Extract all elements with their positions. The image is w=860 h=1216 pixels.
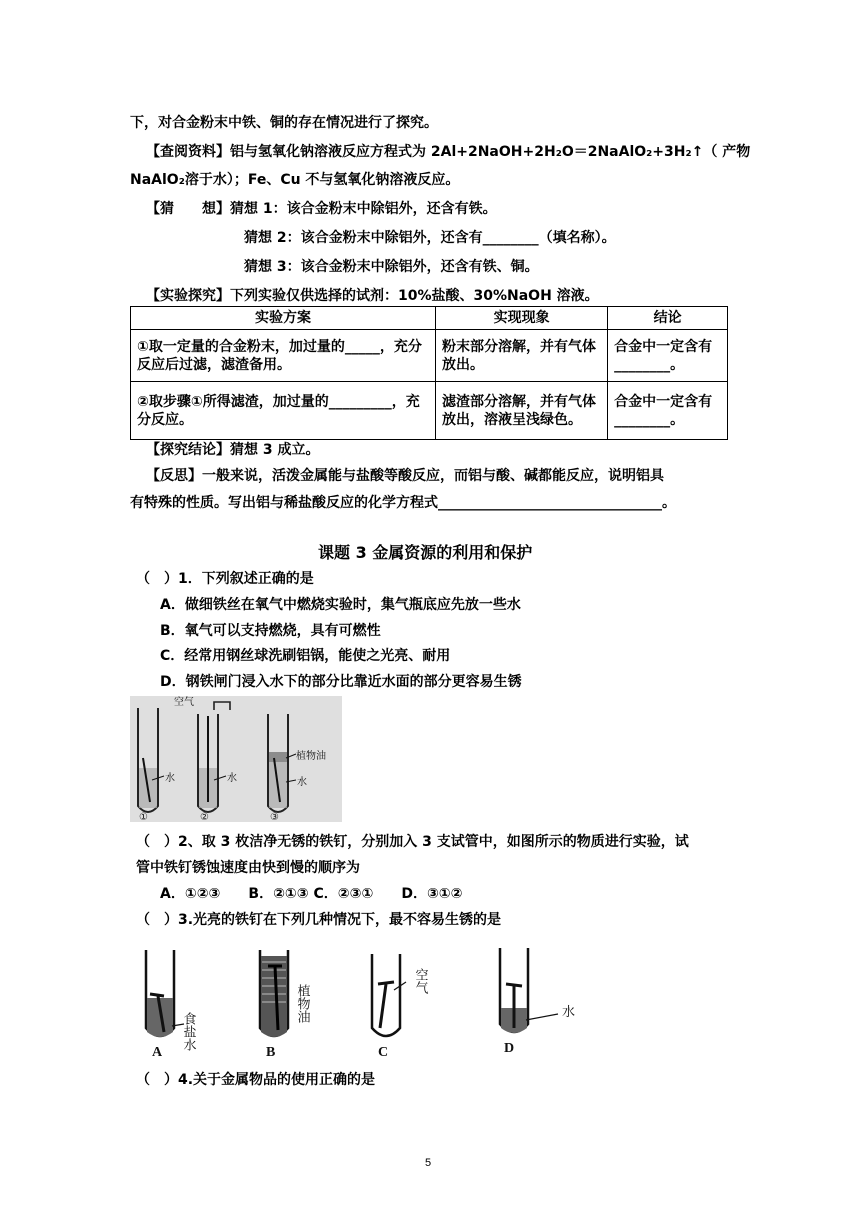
question-1-option-d: D．钢铁闸门浸入水下的部分比靠近水面的部分更容易生锈 [160,674,522,690]
question-1-option-b: B．氧气可以支持燃烧，具有可燃性 [160,623,381,639]
tube-c-label: C [378,1045,389,1060]
air-label-c: 空气 [412,968,428,994]
oil-label: 植物油 [296,751,326,762]
question-3-stem: （ ）3.光亮的铁钉在下列几种情况下，最不容易生锈的是 [136,912,502,928]
text-line-1: 下，对合金粉末中铁、铜的存在情况进行了探究。 [130,115,438,131]
question-1-option-a: A．做细铁丝在氧气中燃烧实验时，集气瓶底应先放一些水 [160,597,521,613]
figure-test-tubes-1 [130,696,342,822]
air-label: 空气 [174,697,194,708]
tube-c [372,954,428,1060]
table-cell-plan: ①取一定量的合金粉末，加过量的_____，充分反应后过滤，滤渣备用。 [131,330,436,382]
inquiry-conclusion: 【探究结论】猜想 3 成立。 [146,442,320,458]
table-cell-conclusion: 合金中一定含有________。 [608,382,728,440]
text-line-3: NaAlO₂溶于水）；Fe、Cu 不与氢氧化钠溶液反应。 [130,172,460,188]
table-cell-phenomenon: 粉末部分溶解，并有气体放出。 [436,330,608,382]
experiment-intro: 【实验探究】下列实验仅供选择的试剂：10%盐酸、30%NaOH 溶液。 [146,288,599,304]
tube-1-number: ① [139,812,148,822]
table-cell-conclusion: 合金中一定含有________。 [608,330,728,382]
table-header-row [131,307,728,330]
table-header-phenomenon: 实现现象 [436,307,608,330]
water-label-3: 水 [297,777,307,788]
guess-3: 猜想 3：该合金粉末中除铝外，还含有铁、铜。 [244,259,539,275]
table-row [131,330,728,382]
oil-label-b: 植物油 [294,984,310,1023]
salt-water-label: 食盐水 [180,1012,196,1051]
guess-1: 【猜 想】猜想 1：该合金粉末中除铝外，还含有铁。 [146,201,497,217]
table-cell-plan: ②取步骤①所得滤渣，加过量的_________，充分反应。 [131,382,436,440]
water-label-2: 水 [227,773,237,784]
water-label-d: 水 [562,1005,576,1020]
reflection-line-1: 【反思】一般来说，活泼金属能与盐酸等酸反应，而铝与酸、碱都能反应，说明铝具 [146,468,664,484]
table-cell-phenomenon: 滤渣部分溶解，并有气体放出，溶液呈浅绿色。 [436,382,608,440]
figure-test-tubes-2 [136,944,596,1060]
guess-2: 猜想 2：该合金粉末中除铝外，还含有________（填名称）。 [244,230,616,246]
table-row [131,382,728,440]
question-1-stem: （ ）1．下列叙述正确的是 [136,571,314,587]
question-2-stem-1: （ ）2、取 3 枚洁净无锈的铁钉，分别加入 3 支试管中，如图所示的物质进行实验，试 [136,834,689,850]
section-title: 课题 3 金属资源的利用和保护 [318,543,533,562]
text-line-2: 【查阅资料】铝与氢氧化钠溶液反应方程式为 2Al+2NaOH+2H₂O＝2NaAlO₂+3H₂↑（ 产物 [146,144,751,160]
experiment-table [130,306,728,440]
question-2-stem-2: 管中铁钉锈蚀速度由快到慢的顺序为 [136,860,360,876]
tube-a [146,950,196,1060]
tube-3-number: ③ [270,812,279,822]
tube-a-label: A [152,1045,163,1060]
table-header-conclusion: 结论 [608,307,728,330]
question-1-option-c: C．经常用钢丝球洗刷铝锅，能使之光亮、耐用 [160,648,451,664]
table-header-plan: 实验方案 [131,307,436,330]
tube-d-label: D [504,1041,515,1056]
reflection-line-2: 有特殊的性质。写出铝与稀盐酸反应的化学方程式________________________________。 [130,495,676,511]
tube-2-number: ② [200,812,209,822]
water-label-1: 水 [165,773,175,784]
tube-d [500,948,575,1056]
question-2-options: A．①②③ B．②①③ C．②③① D．③①② [160,886,463,902]
page-number: 5 [425,1157,432,1169]
tube-b-label: B [266,1045,276,1060]
tube-b [260,950,310,1060]
question-4-stem: （ ）4.关于金属物品的使用正确的是 [136,1072,376,1088]
